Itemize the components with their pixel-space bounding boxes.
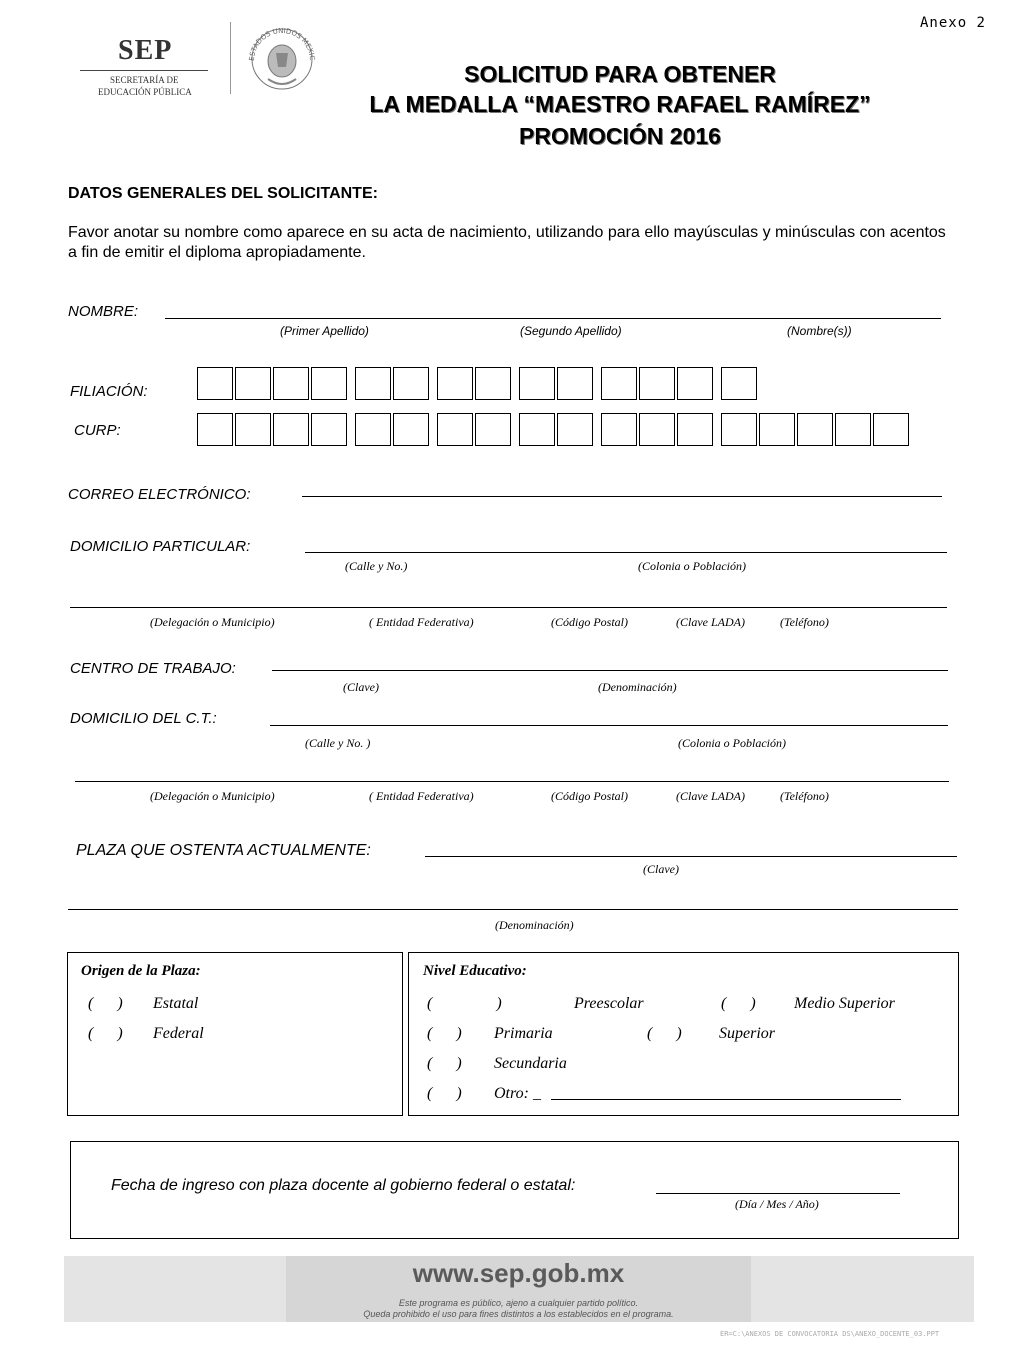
curp-char-box[interactable] xyxy=(759,413,795,446)
nombre-caption-3: (Nombre(s)) xyxy=(787,324,852,338)
dct-caption-telefono: (Teléfono) xyxy=(780,789,829,803)
origen-federal-label: Federal xyxy=(153,1025,204,1042)
dp-caption-entidad: ( Entidad Federativa) xyxy=(369,615,474,629)
nivel-box xyxy=(408,952,959,1116)
plaza-clave-field[interactable] xyxy=(425,856,957,857)
curp-group xyxy=(197,413,349,446)
curp-char-box[interactable] xyxy=(235,413,271,446)
curp-group xyxy=(601,413,715,446)
footer-url[interactable]: www.sep.gob.mx xyxy=(412,1258,625,1288)
origen-federal-check[interactable]: ( ) xyxy=(88,1025,123,1042)
filiacion-char-box[interactable] xyxy=(519,367,555,400)
nombre-field[interactable] xyxy=(165,318,941,319)
nivel-superior-check[interactable]: ( ) xyxy=(647,1025,682,1042)
curp-group xyxy=(437,413,513,446)
curp-char-box[interactable] xyxy=(639,413,675,446)
nivel-otro-check[interactable]: ( ) xyxy=(427,1085,462,1102)
nombre-caption-2: (Segundo Apellido) xyxy=(520,324,622,338)
dp-caption-cp: (Código Postal) xyxy=(551,615,628,629)
fecha-field[interactable] xyxy=(656,1193,900,1194)
dct-caption-calle: (Calle y No. ) xyxy=(305,736,371,750)
domicilio-ct-field-2[interactable] xyxy=(75,781,949,782)
filiacion-char-box[interactable] xyxy=(311,367,347,400)
curp-char-box[interactable] xyxy=(677,413,713,446)
nivel-preescolar-label: Preescolar xyxy=(574,995,644,1012)
nivel-primaria-label: Primaria xyxy=(494,1025,553,1042)
curp-char-box[interactable] xyxy=(355,413,391,446)
filiacion-char-box[interactable] xyxy=(355,367,391,400)
nivel-secundaria-label: Secundaria xyxy=(494,1055,567,1072)
filiacion-group xyxy=(437,367,513,400)
nivel-superior-label: Superior xyxy=(719,1025,775,1042)
curp-group xyxy=(355,413,431,446)
curp-boxes[interactable] xyxy=(197,413,917,446)
nivel-medio-superior-check[interactable]: ( ) xyxy=(721,995,756,1012)
domicilio-particular-field-2[interactable] xyxy=(70,607,947,608)
filiacion-char-box[interactable] xyxy=(475,367,511,400)
filiacion-char-box[interactable] xyxy=(197,367,233,400)
filiacion-group xyxy=(197,367,349,400)
ct-caption-clave: (Clave) xyxy=(343,680,379,694)
annex-label: Anexo 2 xyxy=(919,15,986,31)
nivel-primaria-check[interactable]: ( ) xyxy=(427,1025,462,1042)
curp-char-box[interactable] xyxy=(721,413,757,446)
centro-trabajo-field[interactable] xyxy=(272,670,948,671)
instructions-text: Favor anotar su nombre como aparece en su acta de nacimiento, utilizando para ello mayúsculas y minúsculas con acentos a fin de emitir el diploma apropiadamente. xyxy=(68,224,946,261)
curp-group xyxy=(721,413,911,446)
logo-line1: SECRETARÍA DE xyxy=(110,75,179,85)
title-line1: SOLICITUD PARA OBTENER xyxy=(464,61,776,87)
footer-legend-1: Este programa es público, ajeno a cualquier partido político. xyxy=(398,1298,639,1308)
plaza-label: PLAZA QUE OSTENTA ACTUALMENTE: xyxy=(76,842,371,859)
seal-text: ESTADOS UNIDOS MEXIC xyxy=(247,26,317,62)
filiacion-char-box[interactable] xyxy=(721,367,757,400)
filiacion-char-box[interactable] xyxy=(273,367,309,400)
plaza-denominacion-field[interactable] xyxy=(68,909,958,910)
curp-char-box[interactable] xyxy=(797,413,833,446)
dct-caption-colonia: (Colonia o Población) xyxy=(678,736,786,750)
dct-caption-delegacion: (Delegación o Municipio) xyxy=(150,789,275,803)
dct-caption-cp: (Código Postal) xyxy=(551,789,628,803)
nombre-caption-1: (Primer Apellido) xyxy=(280,324,369,338)
filiacion-char-box[interactable] xyxy=(639,367,675,400)
curp-label: CURP: xyxy=(74,422,121,439)
dp-caption-lada: (Clave LADA) xyxy=(676,615,745,629)
filiacion-boxes[interactable] xyxy=(197,367,765,400)
origen-estatal-label: Estatal xyxy=(153,995,199,1012)
dp-caption-telefono: (Teléfono) xyxy=(780,615,829,629)
curp-char-box[interactable] xyxy=(273,413,309,446)
fecha-label: Fecha de ingreso con plaza docente al gobierno federal o estatal: xyxy=(111,1177,576,1194)
curp-char-box[interactable] xyxy=(197,413,233,446)
dp-caption-calle: (Calle y No.) xyxy=(345,559,408,573)
curp-char-box[interactable] xyxy=(475,413,511,446)
curp-char-box[interactable] xyxy=(835,413,871,446)
plaza-caption-denominacion: (Denominación) xyxy=(495,918,574,932)
nivel-medio-superior-label: Medio Superior xyxy=(794,995,895,1012)
filiacion-group xyxy=(355,367,431,400)
domicilio-ct-field-1[interactable] xyxy=(270,725,948,726)
correo-label: CORREO ELECTRÓNICO: xyxy=(68,486,251,503)
nivel-otro-label: Otro: _ xyxy=(494,1085,541,1102)
file-path: ER=C:\ANEXOS DE CONVOCATORIA DS\ANEXO_DOCENTE_03.PPT xyxy=(720,1330,940,1338)
filiacion-group xyxy=(519,367,595,400)
curp-char-box[interactable] xyxy=(393,413,429,446)
centro-trabajo-label: CENTRO DE TRABAJO: xyxy=(70,660,236,677)
filiacion-char-box[interactable] xyxy=(601,367,637,400)
filiacion-group xyxy=(721,367,759,400)
nombre-label: NOMBRE: xyxy=(68,303,139,320)
origen-estatal-check[interactable]: ( ) xyxy=(88,995,123,1012)
dp-caption-colonia: (Colonia o Población) xyxy=(638,559,746,573)
nivel-title: Nivel Educativo: xyxy=(423,963,527,979)
filiacion-label: FILIACIÓN: xyxy=(70,383,148,400)
section-heading: DATOS GENERALES DEL SOLICITANTE: xyxy=(68,185,378,202)
filiacion-char-box[interactable] xyxy=(557,367,593,400)
origen-title: Origen de la Plaza: xyxy=(81,963,201,979)
title-line3: PROMOCIÓN 2016 xyxy=(519,123,721,149)
domicilio-ct-label: DOMICILIO DEL C.T.: xyxy=(70,710,217,727)
filiacion-char-box[interactable] xyxy=(235,367,271,400)
curp-char-box[interactable] xyxy=(437,413,473,446)
curp-char-box[interactable] xyxy=(873,413,909,446)
correo-field[interactable] xyxy=(302,496,942,497)
ct-caption-denominacion: (Denominación) xyxy=(598,680,677,694)
logo-acronym: SEP xyxy=(118,35,173,66)
origen-box xyxy=(67,952,403,1116)
domicilio-particular-field-1[interactable] xyxy=(305,552,947,553)
logo-line2: EDUCACIÓN PÚBLICA xyxy=(98,87,192,97)
fecha-box xyxy=(70,1141,959,1239)
nivel-preescolar-check[interactable]: ( ) xyxy=(427,995,502,1012)
fecha-caption: (Día / Mes / Año) xyxy=(735,1197,819,1211)
filiacion-char-box[interactable] xyxy=(437,367,473,400)
plaza-caption-clave: (Clave) xyxy=(643,862,679,876)
domicilio-particular-label: DOMICILIO PARTICULAR: xyxy=(70,538,251,555)
nivel-secundaria-check[interactable]: ( ) xyxy=(427,1055,462,1072)
curp-char-box[interactable] xyxy=(557,413,593,446)
dct-caption-lada: (Clave LADA) xyxy=(676,789,745,803)
dct-caption-entidad: ( Entidad Federativa) xyxy=(369,789,474,803)
curp-group xyxy=(519,413,595,446)
title-line2: LA MEDALLA “MAESTRO RAFAEL RAMÍREZ” xyxy=(369,91,871,117)
curp-char-box[interactable] xyxy=(311,413,347,446)
filiacion-char-box[interactable] xyxy=(393,367,429,400)
curp-char-box[interactable] xyxy=(601,413,637,446)
footer-banner xyxy=(64,1256,974,1322)
nivel-otro-field[interactable] xyxy=(551,1099,901,1100)
footer-legend-2: Queda prohibido el uso para fines distintos a los establecidos en el programa. xyxy=(363,1309,674,1319)
filiacion-group xyxy=(601,367,715,400)
filiacion-char-box[interactable] xyxy=(677,367,713,400)
curp-char-box[interactable] xyxy=(519,413,555,446)
dp-caption-delegacion: (Delegación o Municipio) xyxy=(150,615,275,629)
